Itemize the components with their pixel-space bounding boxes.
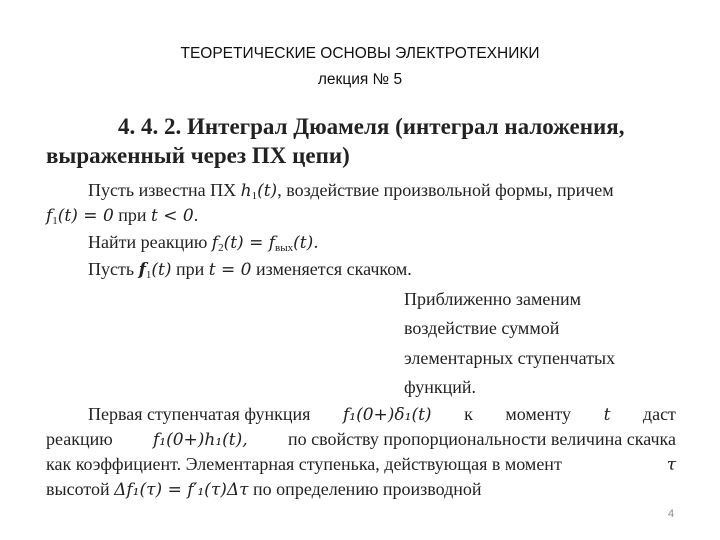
text-run: по определению производной — [248, 479, 482, 499]
math-subscript: вых — [275, 242, 294, 254]
section-heading-line2: выраженный через ПХ цепи) — [46, 143, 350, 168]
math-t: t — [603, 405, 611, 425]
text-run: изменяется скачком. — [251, 259, 412, 279]
text-run: по свойству пропорциональности величина скачка — [287, 429, 676, 449]
math-arg: (t) — [257, 181, 278, 201]
last-row — [46, 479, 676, 504]
justified-row — [46, 454, 676, 479]
math-h: h — [240, 181, 252, 201]
text-run: при — [113, 205, 152, 225]
math-f: f — [138, 260, 146, 280]
math-expression: Δf₁(τ) = f′₁(τ)Δτ — [114, 480, 249, 500]
text-run: Пусть известна ПХ — [88, 180, 241, 200]
math-equation: (t) = 0 — [57, 206, 114, 226]
paragraph-jump — [88, 259, 412, 281]
math-subscript: 1 — [52, 215, 58, 227]
math-subscript: 2 — [218, 242, 224, 254]
math-expression: f₁(0+)δ₁(t) — [342, 405, 432, 425]
math-equation: (t) = f — [223, 233, 276, 253]
text-run: моменту — [505, 404, 572, 424]
text-run: как коэффициент. Элементарная ступенька, действующая в момент — [46, 454, 562, 474]
math-condition: t = 0 — [208, 260, 252, 280]
math-subscript: 1 — [145, 269, 152, 281]
math-tau: τ — [666, 455, 676, 475]
text-run: Найти реакцию — [88, 232, 212, 252]
side-note-line: функций. — [404, 377, 476, 397]
side-note-line: элементарных ступенчатых — [404, 348, 616, 368]
math-arg: (t) — [151, 260, 172, 280]
course-title: ТЕОРЕТИЧЕСКИЕ ОСНОВЫ ЭЛЕКТРОТЕХНИКИ — [180, 45, 540, 62]
text-run: даст — [642, 404, 676, 424]
text-run: высотой — [46, 479, 115, 499]
math-inequality: t < 0 — [151, 206, 194, 226]
justified-row — [46, 429, 676, 454]
text-run: Пусть — [88, 259, 139, 279]
paragraph-given-step-response — [88, 180, 614, 202]
math-subscript: 1 — [251, 190, 258, 202]
text-run: реакцию — [46, 429, 113, 449]
text-run: , воздействие произвольной формы, причем — [277, 180, 614, 200]
text-run: к — [464, 404, 473, 424]
math-expression: f₁(0+)h₁(t), — [152, 430, 248, 450]
text-run: Первая ступенчатая функция — [88, 404, 311, 424]
math-f: f — [211, 233, 219, 253]
page-number: 4 — [668, 508, 675, 520]
math-f: f — [46, 206, 53, 226]
math-arg: (t). — [293, 233, 319, 253]
paragraph-find-response — [88, 232, 319, 254]
text-run: . — [193, 205, 199, 225]
justified-row — [46, 404, 676, 429]
side-note-line: воздействие суммой — [404, 318, 560, 338]
paragraph-first-step — [46, 404, 676, 504]
section-heading-line1: 4. 4. 2. Интеграл Дюамеля (интеграл наложения, — [118, 114, 625, 139]
text-run: при — [171, 259, 209, 279]
side-note-line: Приближенно заменим — [404, 289, 582, 309]
lecture-number: лекция № 5 — [317, 71, 403, 88]
section-heading — [46, 112, 686, 170]
paragraph-zero-condition — [46, 205, 198, 227]
